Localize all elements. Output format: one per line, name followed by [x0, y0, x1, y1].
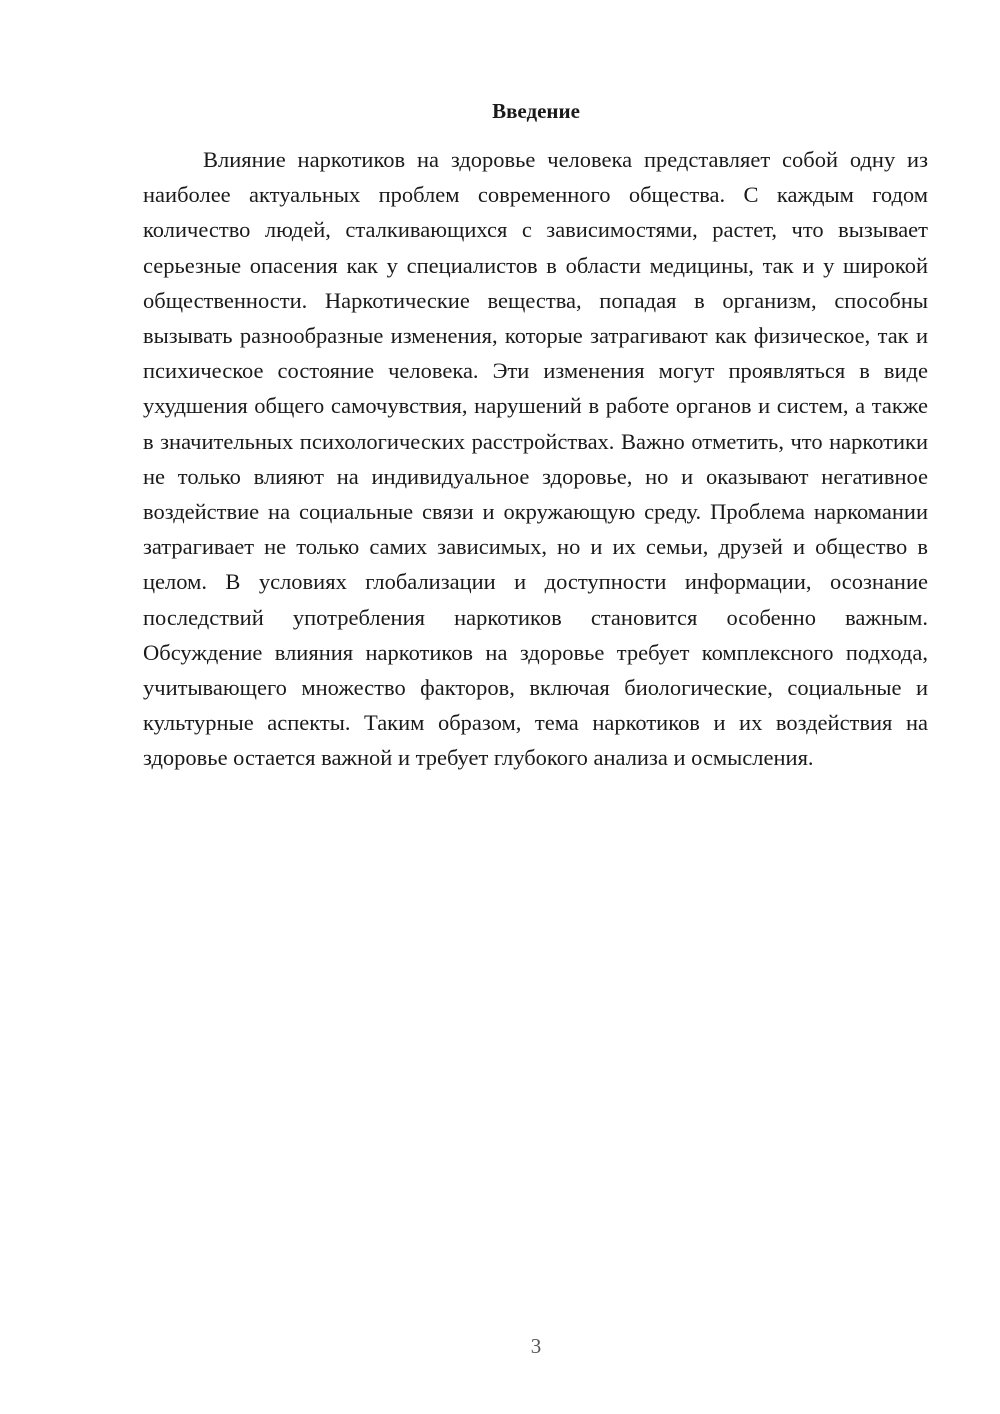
- body-paragraph: Влияние наркотиков на здоровье человека представляет собой одну из наиболее актуальных проблем современного общества. С каждым годом количество людей, сталкивающихся с зависимостями, растет, что вызывает серьезные опасения как у специалистов в области медицины, так и у широкой общественности. Наркотические вещества, попадая в организм, способны вызывать разнообразные изменения, которые затрагивают как физическое, так и психическое состояние человека. Эти изменения могут проявляться в виде ухудшения общего самочувствия, нарушений в работе органов и систем, а также в значительных психологических расстройствах. Важно отметить, что наркотики не только влияют на индивидуальное здоровье, но и оказывают негативное воздействие на социальные связи и окружающую среду. Проблема наркомании затрагивает не только самих зависимых, но и их семьи, друзей и общество в целом. В условиях глобализации и доступности информации, осознание последствий употребления наркотиков становится особенно важным. Обсуждение влияния наркотиков на здоровье требует комплексного подхода, учитывающего множество факторов, включая биологические, социальные и культурные аспекты. Таким образом, тема наркотиков и их воздействия на здоровье остается важной и требует глубокого анализа и осмысления.: [143, 147, 928, 771]
- section-heading: Введение: [492, 99, 580, 123]
- page-number: 3: [530, 1334, 542, 1358]
